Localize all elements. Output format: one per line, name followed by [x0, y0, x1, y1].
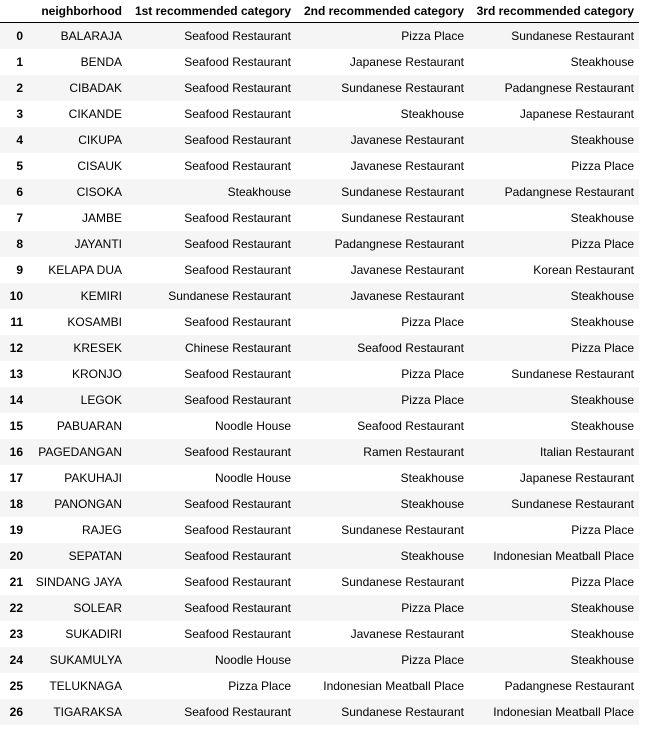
cell-neighborhood: BALARAJA	[60, 28, 122, 43]
cell-3rd-category: Pizza Place	[571, 158, 634, 173]
table-row	[0, 413, 639, 439]
header-1st-category: 1st recommended category	[127, 0, 296, 23]
table-row	[0, 127, 639, 153]
table-row	[0, 465, 639, 491]
cell-3rd-category: Steakhouse	[570, 314, 634, 329]
cell-3rd-category: Indonesian Meatball Place	[493, 704, 634, 719]
table-row	[0, 283, 639, 309]
cell-neighborhood: KELAPA DUA	[48, 262, 122, 277]
cell-2nd-category: Sundanese Restaurant	[341, 704, 464, 719]
cell-neighborhood: RAJEG	[81, 522, 122, 537]
cell-neighborhood: SUKADIRI	[65, 626, 122, 641]
cell-2nd-category: Javanese Restaurant	[350, 132, 464, 147]
row-index: 8	[16, 236, 23, 251]
cell-1st-category: Seafood Restaurant	[184, 392, 291, 407]
table-row	[0, 101, 639, 127]
cell-1st-category: Seafood Restaurant	[184, 106, 291, 121]
cell-3rd-category: Sundanese Restaurant	[511, 28, 634, 43]
header-neighborhood: neighborhood	[28, 0, 127, 23]
row-index: 11	[10, 314, 23, 329]
row-index: 3	[16, 106, 23, 121]
table-row	[0, 569, 639, 595]
cell-3rd-category: Steakhouse	[570, 600, 634, 615]
cell-neighborhood: JAMBE	[81, 210, 122, 225]
row-index: 7	[16, 210, 23, 225]
row-index: 13	[9, 366, 23, 381]
table-row	[0, 231, 639, 257]
cell-3rd-category: Sundanese Restaurant	[511, 366, 634, 381]
table-row	[0, 517, 639, 543]
cell-1st-category: Seafood Restaurant	[184, 704, 291, 719]
cell-3rd-category: Steakhouse	[570, 652, 634, 667]
row-index: 12	[9, 340, 23, 355]
cell-2nd-category: Pizza Place	[401, 366, 464, 381]
cell-1st-category: Seafood Restaurant	[184, 548, 291, 563]
row-index: 14	[9, 392, 23, 407]
cell-neighborhood: SOLEAR	[73, 600, 122, 615]
cell-1st-category: Seafood Restaurant	[184, 444, 291, 459]
row-index: 1	[16, 54, 23, 69]
row-index: 24	[9, 652, 23, 667]
cell-3rd-category: Pizza Place	[571, 574, 634, 589]
cell-2nd-category: Padangnese Restaurant	[334, 236, 464, 251]
table-row	[0, 257, 639, 283]
cell-neighborhood: KOSAMBI	[67, 314, 122, 329]
cell-3rd-category: Steakhouse	[570, 210, 634, 225]
cell-1st-category: Seafood Restaurant	[184, 522, 291, 537]
row-index: 17	[9, 470, 23, 485]
cell-neighborhood: BENDA	[80, 54, 122, 69]
cell-1st-category: Noodle House	[214, 418, 291, 433]
cell-2nd-category: Sundanese Restaurant	[341, 574, 464, 589]
cell-1st-category: Pizza Place	[228, 678, 291, 693]
cell-3rd-category: Steakhouse	[570, 392, 634, 407]
cell-1st-category: Seafood Restaurant	[184, 54, 291, 69]
cell-neighborhood: PANONGAN	[54, 496, 122, 511]
cell-3rd-category: Pizza Place	[571, 236, 634, 251]
cell-3rd-category: Steakhouse	[570, 626, 634, 641]
cell-neighborhood: CIKUPA	[78, 132, 122, 147]
cell-3rd-category: Japanese Restaurant	[519, 470, 634, 485]
table-row	[0, 75, 639, 101]
cell-3rd-category: Indonesian Meatball Place	[493, 548, 634, 563]
row-index: 9	[16, 262, 23, 277]
table-row	[0, 543, 639, 569]
cell-1st-category: Seafood Restaurant	[184, 600, 291, 615]
cell-neighborhood: CIBADAK	[69, 80, 122, 95]
cell-neighborhood: PAGEDANGAN	[38, 444, 122, 459]
cell-3rd-category: Padangnese Restaurant	[504, 678, 634, 693]
header-3rd-category: 3rd recommended category	[469, 0, 639, 23]
cell-2nd-category: Pizza Place	[401, 28, 464, 43]
row-index: 26	[9, 704, 23, 719]
cell-3rd-category: Japanese Restaurant	[519, 106, 634, 121]
cell-neighborhood: SINDANG JAYA	[35, 574, 122, 589]
table-row	[0, 49, 639, 75]
cell-3rd-category: Steakhouse	[570, 54, 634, 69]
row-index: 15	[9, 418, 23, 433]
cell-neighborhood: SEPATAN	[68, 548, 122, 563]
row-index: 23	[9, 626, 23, 641]
cell-neighborhood: TIGARAKSA	[53, 704, 122, 719]
cell-neighborhood: PAKUHAJI	[64, 470, 122, 485]
cell-3rd-category: Pizza Place	[571, 522, 634, 537]
cell-neighborhood: PABUARAN	[56, 418, 122, 433]
cell-1st-category: Chinese Restaurant	[184, 340, 291, 355]
cell-neighborhood: LEGOK	[80, 392, 122, 407]
cell-2nd-category: Steakhouse	[400, 106, 464, 121]
cell-2nd-category: Sundanese Restaurant	[341, 522, 464, 537]
cell-1st-category: Seafood Restaurant	[184, 626, 291, 641]
table-row	[0, 439, 639, 465]
cell-1st-category: Seafood Restaurant	[184, 236, 291, 251]
cell-2nd-category: Javanese Restaurant	[350, 262, 464, 277]
cell-2nd-category: Indonesian Meatball Place	[323, 678, 464, 693]
cell-2nd-category: Pizza Place	[401, 652, 464, 667]
row-index: 19	[9, 522, 23, 537]
cell-2nd-category: Javanese Restaurant	[350, 626, 464, 641]
cell-1st-category: Seafood Restaurant	[184, 314, 291, 329]
cell-2nd-category: Javanese Restaurant	[350, 288, 464, 303]
cell-2nd-category: Steakhouse	[400, 470, 464, 485]
header-2nd-category: 2nd recommended category	[296, 0, 469, 23]
header-index	[0, 0, 28, 23]
cell-3rd-category: Steakhouse	[570, 288, 634, 303]
table-row	[0, 621, 639, 647]
cell-1st-category: Sundanese Restaurant	[168, 288, 291, 303]
cell-2nd-category: Seafood Restaurant	[357, 418, 464, 433]
row-index: 4	[16, 132, 23, 147]
cell-2nd-category: Steakhouse	[400, 496, 464, 511]
table-row	[0, 491, 639, 517]
cell-1st-category: Noodle House	[214, 470, 291, 485]
table-row	[0, 335, 639, 361]
table-row	[0, 205, 639, 231]
cell-2nd-category: Pizza Place	[401, 314, 464, 329]
cell-1st-category: Noodle House	[214, 652, 291, 667]
table-row	[0, 387, 639, 413]
cell-2nd-category: Sundanese Restaurant	[341, 80, 464, 95]
table-body	[0, 23, 639, 725]
row-index: 16	[9, 444, 23, 459]
table-row	[0, 179, 639, 205]
cell-2nd-category: Japanese Restaurant	[349, 54, 464, 69]
row-index: 18	[9, 496, 23, 511]
cell-1st-category: Seafood Restaurant	[184, 574, 291, 589]
cell-1st-category: Seafood Restaurant	[184, 158, 291, 173]
row-index: 5	[16, 158, 23, 173]
table-row	[0, 23, 639, 49]
cell-neighborhood: CISAUK	[77, 158, 122, 173]
cell-1st-category: Seafood Restaurant	[184, 132, 291, 147]
row-index: 20	[9, 548, 23, 563]
cell-neighborhood: KRONJO	[71, 366, 122, 381]
table-row	[0, 361, 639, 387]
cell-neighborhood: CISOKA	[76, 184, 122, 199]
cell-1st-category: Seafood Restaurant	[184, 28, 291, 43]
cell-2nd-category: Pizza Place	[401, 600, 464, 615]
cell-neighborhood: SUKAMULYA	[49, 652, 122, 667]
cell-3rd-category: Pizza Place	[571, 340, 634, 355]
cell-3rd-category: Korean Restaurant	[533, 262, 634, 277]
row-index: 22	[9, 600, 23, 615]
cell-1st-category: Steakhouse	[227, 184, 291, 199]
cell-1st-category: Seafood Restaurant	[184, 262, 291, 277]
cell-2nd-category: Javanese Restaurant	[350, 158, 464, 173]
cell-3rd-category: Padangnese Restaurant	[504, 80, 634, 95]
row-index: 0	[16, 28, 23, 43]
table-header	[0, 0, 639, 23]
row-index: 2	[16, 80, 23, 95]
cell-2nd-category: Seafood Restaurant	[357, 340, 464, 355]
cell-neighborhood: TELUKNAGA	[49, 678, 122, 693]
cell-3rd-category: Steakhouse	[570, 132, 634, 147]
cell-1st-category: Seafood Restaurant	[184, 210, 291, 225]
cell-1st-category: Seafood Restaurant	[184, 366, 291, 381]
cell-3rd-category: Padangnese Restaurant	[504, 184, 634, 199]
cell-neighborhood: KEMIRI	[80, 288, 122, 303]
cell-3rd-category: Italian Restaurant	[539, 444, 634, 459]
table-row	[0, 673, 639, 699]
row-index: 21	[9, 574, 23, 589]
header-row	[0, 0, 639, 23]
table-row	[0, 153, 639, 179]
cell-2nd-category: Ramen Restaurant	[363, 444, 464, 459]
cell-neighborhood: KRESEK	[73, 340, 122, 355]
row-index: 25	[9, 678, 23, 693]
cell-1st-category: Seafood Restaurant	[184, 496, 291, 511]
cell-3rd-category: Steakhouse	[570, 418, 634, 433]
cell-1st-category: Seafood Restaurant	[184, 80, 291, 95]
cell-neighborhood: CIKANDE	[68, 106, 122, 121]
cell-neighborhood: JAYANTI	[74, 236, 122, 251]
row-index: 6	[16, 184, 23, 199]
table-row	[0, 647, 639, 673]
table-row	[0, 699, 639, 725]
row-index: 10	[9, 288, 23, 303]
table-row	[0, 309, 639, 335]
cell-2nd-category: Sundanese Restaurant	[341, 184, 464, 199]
cell-2nd-category: Steakhouse	[400, 548, 464, 563]
cell-2nd-category: Pizza Place	[401, 392, 464, 407]
table-row	[0, 595, 639, 621]
cell-2nd-category: Sundanese Restaurant	[341, 210, 464, 225]
cell-3rd-category: Sundanese Restaurant	[511, 496, 634, 511]
